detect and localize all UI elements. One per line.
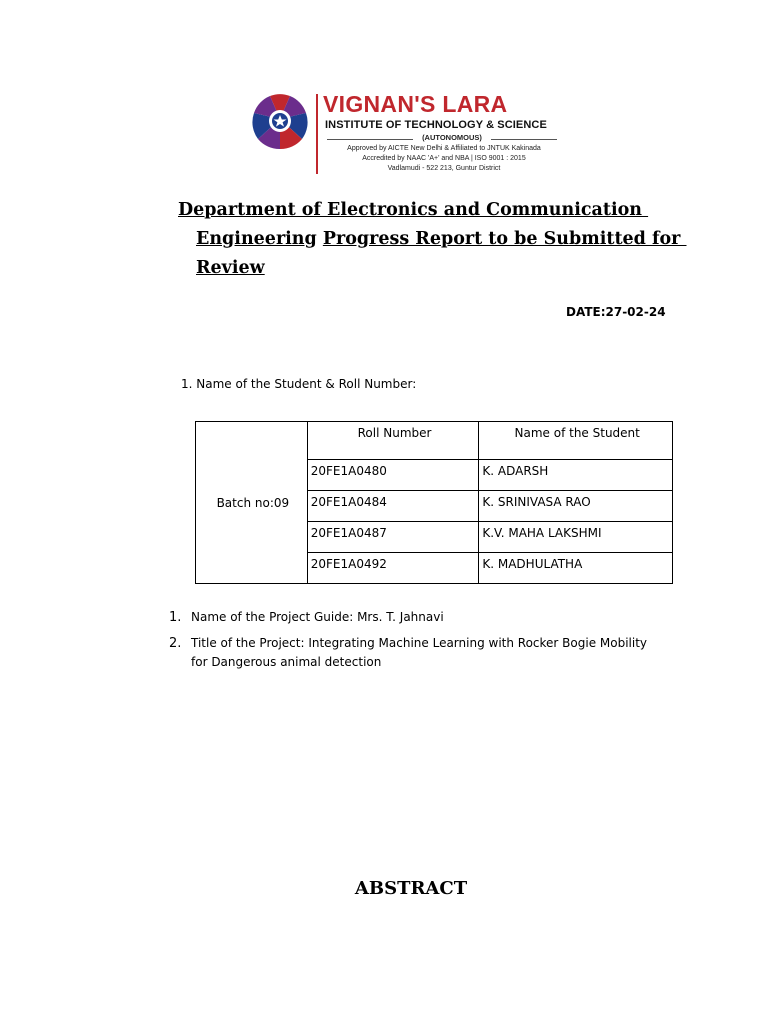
title-line-1: Department of Electronics and Communication: [178, 200, 649, 220]
table-header-row: [196, 422, 673, 460]
list-item: [169, 608, 659, 627]
project-details-list: [169, 608, 659, 679]
project-guide-text: Name of the Project Guide: Mrs. T. Jahnavi: [191, 610, 444, 624]
accreditation-text: Accredited by NAAC 'A+' and NBA | ISO 9001 : 2015: [362, 155, 526, 162]
logo-divider: [316, 94, 318, 174]
student-section-label: 1. Name of the Student & Roll Number:: [181, 377, 417, 391]
title-line-3: Review: [196, 258, 265, 278]
roll-cell: 20FE1A0487: [307, 522, 479, 553]
autonomous-label: (AUTONOMOUS): [422, 133, 482, 142]
list-number: 1.: [169, 610, 182, 625]
document-title: [178, 196, 718, 283]
name-cell: K.V. MAHA LAKSHMI: [479, 522, 673, 553]
title-line-2a: Engineering: [196, 229, 317, 249]
abstract-heading: ABSTRACT: [354, 878, 468, 899]
roll-cell: 20FE1A0484: [307, 491, 479, 522]
list-number: 2.: [169, 636, 182, 651]
institute-logo: [247, 90, 563, 178]
roll-cell: 20FE1A0492: [307, 553, 479, 584]
report-date: DATE:27-02-24: [566, 305, 666, 319]
batch-cell: Batch no:09: [196, 422, 308, 584]
name-cell: K. ADARSH: [479, 460, 673, 491]
institute-fullname: INSTITUTE OF TECHNOLOGY & SCIENCE: [325, 119, 547, 131]
institute-name: VIGNAN'S LARA: [323, 91, 508, 117]
approval-text: Approved by AICTE New Delhi & Affiliated to JNTUK Kakinada: [347, 145, 541, 152]
student-table: [195, 421, 673, 584]
name-cell: K. MADHULATHA: [479, 553, 673, 584]
list-item: [169, 634, 659, 672]
logo-rule-left: [327, 139, 413, 140]
logo-rule-right: [491, 139, 557, 140]
header-student-name: Name of the Student: [479, 422, 673, 460]
roll-cell: 20FE1A0480: [307, 460, 479, 491]
title-line-2b: Progress Report to be Submitted for: [322, 229, 687, 249]
project-title-text: Title of the Project: Integrating Machine Learning with Rocker Bogie Mobility for Dangerous animal detection: [191, 636, 648, 669]
address-text: Vadlamudi - 522 213, Guntur District: [387, 165, 501, 172]
name-cell: K. SRINIVASA RAO: [479, 491, 673, 522]
header-roll-number: Roll Number: [307, 422, 479, 460]
title-line-2: [178, 225, 718, 254]
emblem-icon: [247, 93, 313, 153]
